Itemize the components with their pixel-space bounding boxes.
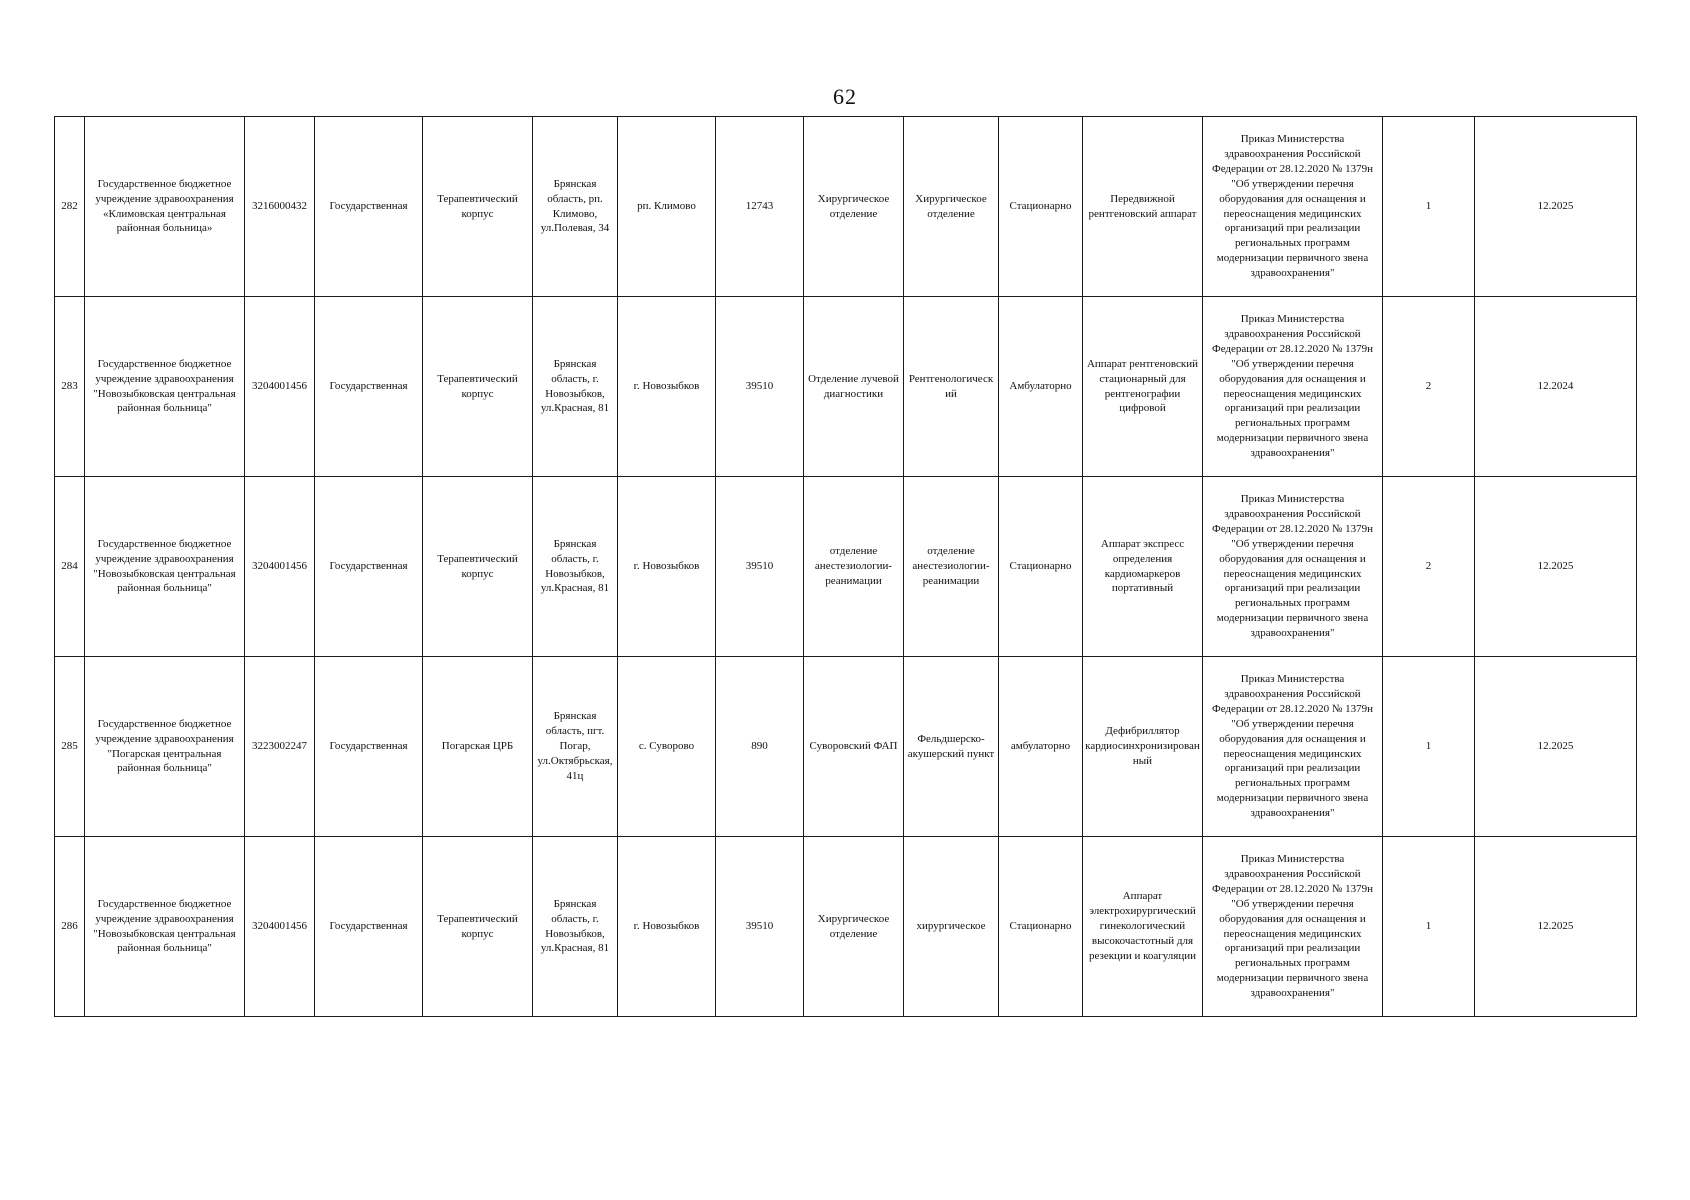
cell-equipment: Аппарат электрохирургический гинекологический высокочастотный для резекции и коагуляции <box>1083 837 1203 1017</box>
cell-population: 39510 <box>716 297 804 477</box>
page-number: 62 <box>833 84 857 109</box>
cell-row-number: 282 <box>55 117 85 297</box>
table-row <box>55 297 1637 477</box>
cell-unit: отделение анестезиологии-реанимации <box>904 477 999 657</box>
cell-deadline: 12.2025 <box>1475 837 1637 1017</box>
cell-unit: хирургическое <box>904 837 999 1017</box>
cell-row-number: 285 <box>55 657 85 837</box>
cell-locality: г. Новозыбков <box>618 477 716 657</box>
cell-basis: Приказ Министерства здравоохранения Российской Федерации от 28.12.2020 № 1379н "Об утверждении перечня оборудования для оснащения и переоснащения медицинских организаций при реализации региональных программ модернизации первичного звена здравоохранения" <box>1203 477 1383 657</box>
cell-locality: рп. Климово <box>618 117 716 297</box>
cell-basis: Приказ Министерства здравоохранения Российской Федерации от 28.12.2020 № 1379н "Об утверждении перечня оборудования для оснащения и переоснащения медицинских организаций при реализации региональных программ модернизации первичного звена здравоохранения" <box>1203 657 1383 837</box>
cell-deadline: 12.2025 <box>1475 117 1637 297</box>
cell-department: отделение анестезиологии-реанимации <box>804 477 904 657</box>
cell-inn: 3204001456 <box>245 837 315 1017</box>
cell-ownership: Государственная <box>315 837 423 1017</box>
cell-institution: Государственное бюджетное учреждение здравоохранения «Климовская центральная районная больница» <box>85 117 245 297</box>
cell-ownership: Государственная <box>315 297 423 477</box>
cell-building: Терапевтический корпус <box>423 477 533 657</box>
cell-basis: Приказ Министерства здравоохранения Российской Федерации от 28.12.2020 № 1379н "Об утверждении перечня оборудования для оснащения и переоснащения медицинских организаций при реализации региональных программ модернизации первичного звена здравоохранения" <box>1203 117 1383 297</box>
cell-basis: Приказ Министерства здравоохранения Российской Федерации от 28.12.2020 № 1379н "Об утверждении перечня оборудования для оснащения и переоснащения медицинских организаций при реализации региональных программ модернизации первичного звена здравоохранения" <box>1203 837 1383 1017</box>
cell-population: 39510 <box>716 477 804 657</box>
cell-address: Брянская область, г. Новозыбков, ул.Красная, 81 <box>533 297 618 477</box>
cell-unit: Хирургическое отделение <box>904 117 999 297</box>
cell-department: Хирургическое отделение <box>804 117 904 297</box>
cell-quantity: 2 <box>1383 297 1475 477</box>
cell-deadline: 12.2025 <box>1475 477 1637 657</box>
cell-care-type: Стационарно <box>999 837 1083 1017</box>
cell-population: 39510 <box>716 837 804 1017</box>
cell-deadline: 12.2025 <box>1475 657 1637 837</box>
cell-care-type: Стационарно <box>999 477 1083 657</box>
cell-care-type: Амбулаторно <box>999 297 1083 477</box>
cell-institution: Государственное бюджетное учреждение здравоохранения "Новозыбковская центральная районная больница" <box>85 477 245 657</box>
cell-quantity: 1 <box>1383 657 1475 837</box>
cell-ownership: Государственная <box>315 477 423 657</box>
cell-address: Брянская область, пгт. Погар, ул.Октябрьская, 41ц <box>533 657 618 837</box>
cell-building: Терапевтический корпус <box>423 297 533 477</box>
cell-row-number: 283 <box>55 297 85 477</box>
cell-address: Брянская область, г. Новозыбков, ул.Красная, 81 <box>533 837 618 1017</box>
cell-institution: Государственное бюджетное учреждение здравоохранения "Новозыбковская центральная районная больница" <box>85 297 245 477</box>
cell-department: Суворовский ФАП <box>804 657 904 837</box>
cell-ownership: Государственная <box>315 117 423 297</box>
cell-equipment: Аппарат экспресс определения кардиомаркеров портативный <box>1083 477 1203 657</box>
cell-unit: Рентгенологический <box>904 297 999 477</box>
cell-inn: 3204001456 <box>245 477 315 657</box>
cell-row-number: 284 <box>55 477 85 657</box>
cell-building: Погарская ЦРБ <box>423 657 533 837</box>
cell-locality: г. Новозыбков <box>618 837 716 1017</box>
cell-department: Отделение лучевой диагностики <box>804 297 904 477</box>
cell-equipment: Аппарат рентгеновский стационарный для рентгенографии цифровой <box>1083 297 1203 477</box>
cell-building: Терапевтический корпус <box>423 837 533 1017</box>
cell-quantity: 1 <box>1383 117 1475 297</box>
cell-care-type: амбулаторно <box>999 657 1083 837</box>
table-body <box>55 117 1637 1017</box>
cell-inn: 3204001456 <box>245 297 315 477</box>
equipment-table <box>54 116 1637 1017</box>
cell-row-number: 286 <box>55 837 85 1017</box>
cell-equipment: Дефибриллятор кардиосинхронизированный <box>1083 657 1203 837</box>
cell-population: 12743 <box>716 117 804 297</box>
cell-population: 890 <box>716 657 804 837</box>
cell-care-type: Стационарно <box>999 117 1083 297</box>
cell-quantity: 2 <box>1383 477 1475 657</box>
cell-department: Хирургическое отделение <box>804 837 904 1017</box>
cell-quantity: 1 <box>1383 837 1475 1017</box>
cell-address: Брянская область, рп. Климово, ул.Полевая, 34 <box>533 117 618 297</box>
table-row <box>55 117 1637 297</box>
cell-institution: Государственное бюджетное учреждение здравоохранения "Новозыбковская центральная районная больница" <box>85 837 245 1017</box>
cell-unit: Фельдшерско-акушерский пункт <box>904 657 999 837</box>
table-row <box>55 837 1637 1017</box>
cell-equipment: Передвижной рентгеновский аппарат <box>1083 117 1203 297</box>
cell-inn: 3223002247 <box>245 657 315 837</box>
cell-locality: г. Новозыбков <box>618 297 716 477</box>
cell-deadline: 12.2024 <box>1475 297 1637 477</box>
cell-building: Терапевтический корпус <box>423 117 533 297</box>
cell-inn: 3216000432 <box>245 117 315 297</box>
table-row <box>55 477 1637 657</box>
cell-institution: Государственное бюджетное учреждение здравоохранения "Погарская центральная районная больница" <box>85 657 245 837</box>
cell-basis: Приказ Министерства здравоохранения Российской Федерации от 28.12.2020 № 1379н "Об утверждении перечня оборудования для оснащения и переоснащения медицинских организаций при реализации региональных программ модернизации первичного звена здравоохранения" <box>1203 297 1383 477</box>
table-row <box>55 657 1637 837</box>
cell-ownership: Государственная <box>315 657 423 837</box>
cell-address: Брянская область, г. Новозыбков, ул.Красная, 81 <box>533 477 618 657</box>
cell-locality: с. Суворово <box>618 657 716 837</box>
